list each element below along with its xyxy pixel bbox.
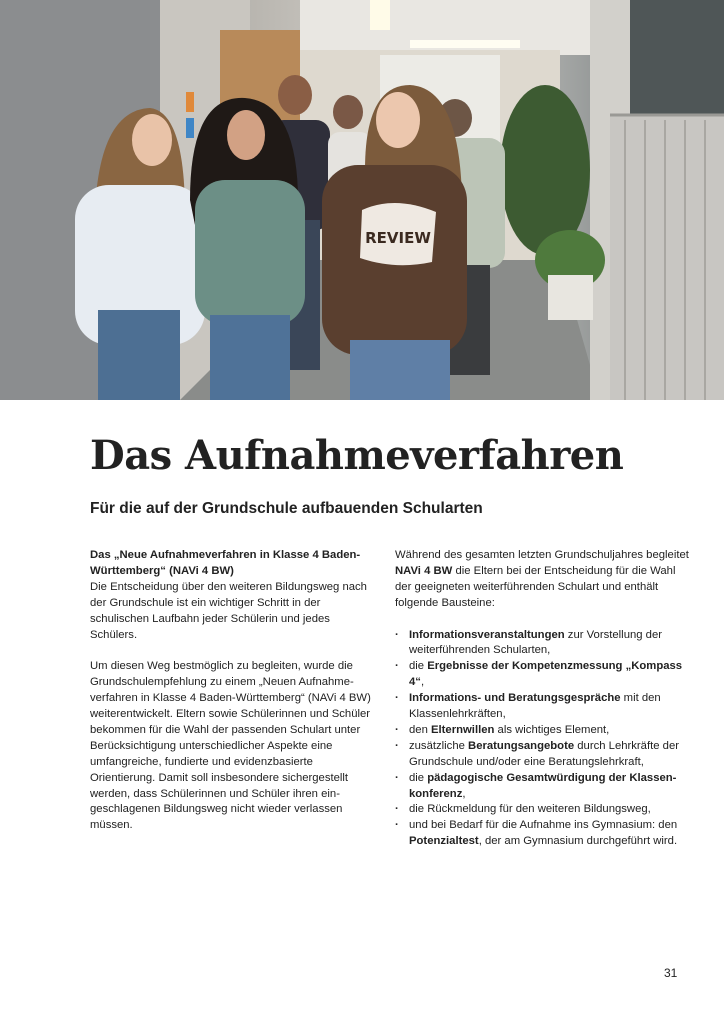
list-item bbox=[395, 628, 689, 660]
list-item-bold: pädagogische Gesamtwürdigung der Klassenkonferenz bbox=[409, 771, 677, 800]
intro-text: Die Entscheidung über den weiteren Bildungsweg nach der Grundschule ist ein wichtiger Schritt in der schulischen Laufbahn jeder Schülerin und jedes Schülers. bbox=[90, 580, 367, 641]
components-list bbox=[395, 628, 689, 851]
list-item-bold: Informations- und Beratungsgespräche bbox=[409, 692, 621, 705]
left-column bbox=[90, 548, 374, 834]
body-paragraph: Um diesen Weg bestmöglich zu begleiten, wurde die Grundschulempfehlung zu einem „Neuen Aufnahmeverfahren in Klasse 4 Baden-Württemberg“ (NAVi 4 BW) weiterentwickelt. Eltern sowie Schülerinnen und Schüler bekommen für die Wahl der passenden Schulart unter Berücksichtigung unterschiedlicher Aspekte eine umfangreiche, fundierte und evidenzbasierte Orientierung. Damit soll insbesondere sichergestellt werden, dass Schülerinnen und Schüler ihren eingeschlagenen Bildungsweg nicht wieder verlassen müssen. bbox=[90, 660, 371, 832]
list-item bbox=[395, 771, 689, 803]
right-column bbox=[395, 548, 689, 850]
list-item-pre: die Rückmeldung für den weiteren Bildungsweg, bbox=[409, 803, 651, 816]
list-item-post: durch Lehrkräfte der Grundschule und/oder eine Beratungslehrkraft, bbox=[409, 739, 679, 768]
right-intro-post: die Eltern bei der Entscheidung für die Wahl der geeigneten weiterführenden Schulart und enthält folgende Bausteine: bbox=[395, 564, 676, 609]
list-item bbox=[395, 659, 689, 691]
list-item-post: , der am Gymnasium durchgeführt wird. bbox=[478, 835, 678, 848]
list-item-bold: Beratungsangebote bbox=[468, 739, 575, 752]
list-item-bold: Potenzialtest bbox=[409, 835, 479, 848]
list-item bbox=[395, 723, 689, 739]
list-item-post: als wichtiges Element, bbox=[494, 723, 610, 736]
hero-photo-illustration bbox=[0, 0, 724, 400]
page-title: Das Aufnahmeverfahren bbox=[90, 432, 624, 479]
right-intro-paragraph bbox=[395, 548, 689, 612]
list-item-pre: die bbox=[409, 660, 428, 673]
list-item-pre: den bbox=[409, 723, 431, 736]
list-item bbox=[395, 691, 689, 723]
list-item-post: mit den Klassenlehrkräften, bbox=[409, 692, 661, 721]
list-item-pre: und bei Bedarf für die Aufnahme ins Gymnasium: den bbox=[409, 819, 678, 832]
list-item-pre: zusätzliche bbox=[409, 739, 469, 752]
list-item-bold: Informationsveranstaltungen bbox=[409, 628, 565, 641]
page-subtitle: Für die auf der Grundschule aufbauenden Schularten bbox=[90, 500, 483, 517]
hero-photo bbox=[0, 0, 724, 400]
list-item bbox=[395, 818, 689, 850]
list-item-pre: die bbox=[409, 771, 428, 784]
hoodie-print-text: REVIEW bbox=[365, 229, 431, 247]
right-intro-pre: Während des gesamten letzten Grundschuljahres begleitet bbox=[395, 549, 689, 561]
list-item-post: , bbox=[462, 787, 466, 800]
page-number: 31 bbox=[664, 966, 678, 980]
list-item-bold: Elternwillen bbox=[431, 723, 495, 736]
list-item bbox=[395, 802, 689, 818]
list-item-post: zur Vorstellung der weiterführenden Schularten, bbox=[409, 628, 663, 657]
list-item-post: , bbox=[420, 676, 425, 689]
list-item-bold: Ergebnisse der Kompetenzmessung „Kompass 4“ bbox=[409, 660, 683, 689]
right-intro-bold: NAVi 4 BW bbox=[395, 564, 453, 577]
list-item bbox=[395, 739, 689, 771]
intro-paragraph bbox=[90, 548, 374, 643]
intro-heading: Das „Neue Aufnahmeverfahren in Klasse 4 Baden-Württemberg“ (NAVi 4 BW) bbox=[90, 549, 361, 577]
